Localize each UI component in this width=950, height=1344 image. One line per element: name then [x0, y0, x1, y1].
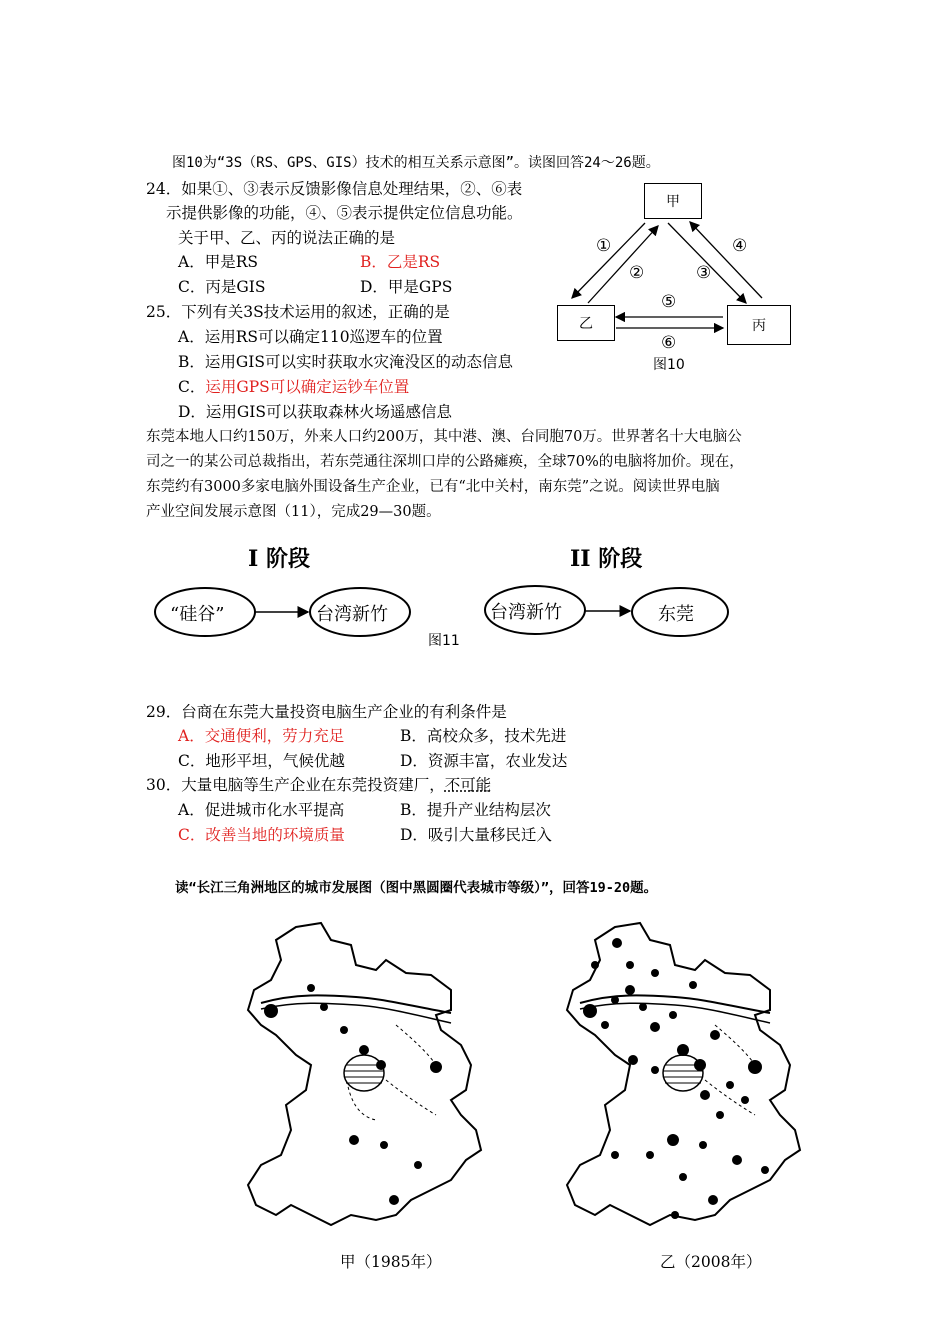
yangtze-intro: 读“长江三角洲地区的城市发展图（图中黑圆圈代表城市等级）”，回答19-20题。	[175, 880, 658, 896]
q25-option-c-prefix: C．	[178, 378, 206, 396]
q30-stem	[146, 773, 491, 795]
q29-stem: 29．台商在东莞大量投资电脑生产企业的有利条件是	[146, 703, 507, 721]
fig11-caption: 图11	[428, 633, 460, 649]
taihu-lake	[344, 1055, 384, 1091]
q30-emphasis: 不可能	[444, 776, 492, 794]
q25-option-b: B．运用GIS可以实时获取水灾淹没区的动态信息	[178, 353, 514, 371]
q24-option-a: A．甲是RS	[178, 253, 258, 271]
q30-stem-text: 30．大量电脑等生产企业在东莞投资建厂，	[146, 776, 445, 794]
q25-option-d: D．运用GIS可以获取森林火场遥感信息	[178, 403, 453, 421]
q25-option-c	[178, 375, 409, 397]
q24-line1: 24．如果①、③表示反馈影像信息处理结果，②、⑥表	[146, 180, 523, 198]
q24-line3: 关于甲、乙、丙的说法正确的是	[178, 229, 396, 247]
fig10-label-3: ③	[696, 263, 712, 283]
map-2008-caption: 乙（2008年）	[660, 1253, 762, 1271]
fig10-box-yi: 乙	[557, 305, 615, 341]
fig10-caption: 图10	[653, 357, 685, 373]
dongguan-line1: 东莞本地人口约150万，外来人口约200万，其中港、澳、台同胞70万。世界著名十大电脑公	[146, 429, 742, 445]
fig10-label-6: ⑥	[661, 333, 677, 353]
fig11-diagram	[150, 540, 730, 650]
q24-line2: 示提供影像的功能，④、⑤表示提供定位信息功能。	[166, 204, 523, 222]
map-1985	[236, 915, 516, 1235]
fig11-node-hsinchu-2: 台湾新竹	[490, 602, 562, 623]
fig10-label-2: ②	[629, 263, 645, 283]
q29-option-a: A．交通便利，劳力充足	[178, 727, 345, 745]
fig10-diagram	[550, 178, 800, 378]
q25-option-c-text: 运用GPS可以确定运钞车位置	[205, 378, 410, 396]
q25-stem: 25．下列有关3S技术运用的叙述，正确的是	[146, 303, 450, 321]
fig10-label-5: ⑤	[661, 292, 677, 312]
fig10-box-jia: 甲	[644, 183, 702, 219]
fig11-node-dongguan: 东莞	[658, 604, 694, 625]
dongguan-line4: 产业空间发展示意图（11），完成29—30题。	[146, 504, 441, 520]
fig11-node-hsinchu-1: 台湾新竹	[316, 604, 388, 625]
dongguan-line3: 东莞约有3000多家电脑外围设备生产企业，已有“北中关村，南东莞”之说。阅读世界电脑	[146, 479, 720, 495]
q29-option-b: B．高校众多，技术先进	[400, 727, 567, 745]
fig11-node-silicon-valley: “硅谷”	[170, 604, 225, 625]
fig10-intro: 图10为“3S（RS、GPS、GIS）技术的相互关系示意图”。读图回答24～26题。	[172, 155, 660, 171]
q29-option-d: D．资源丰富，农业发达	[400, 752, 568, 770]
map-1985-svg	[236, 915, 516, 1235]
q29-option-c: C．地形平坦，气候优越	[178, 752, 345, 770]
fig10-label-1: ①	[596, 236, 612, 256]
fig11-stage1-label: I 阶段	[248, 546, 310, 572]
q30-option-b: B．提升产业结构层次	[400, 801, 551, 819]
fig10-label-4: ④	[732, 236, 748, 256]
map-2008	[555, 915, 835, 1235]
q24-option-b: B．乙是RS	[360, 253, 441, 271]
fig11-stage2-label: II 阶段	[570, 546, 643, 572]
q24-option-d: D．甲是GPS	[360, 278, 453, 296]
q25-option-a: A．运用RS可以确定110巡逻车的位置	[178, 328, 443, 346]
q24-option-c: C．丙是GIS	[178, 278, 266, 296]
dongguan-line2: 司之一的某公司总裁指出，若东莞通往深圳口岸的公路瘫痪，全球70%的电脑将加价。现在，	[146, 454, 744, 470]
q30-option-c: C．改善当地的环境质量	[178, 826, 345, 844]
map-1985-caption: 甲（1985年）	[340, 1253, 442, 1271]
map-2008-svg	[555, 915, 835, 1235]
q30-option-d: D．吸引大量移民迁入	[400, 826, 552, 844]
q30-option-a: A．促进城市化水平提高	[178, 801, 345, 819]
fig10-box-bing: 丙	[727, 305, 791, 345]
